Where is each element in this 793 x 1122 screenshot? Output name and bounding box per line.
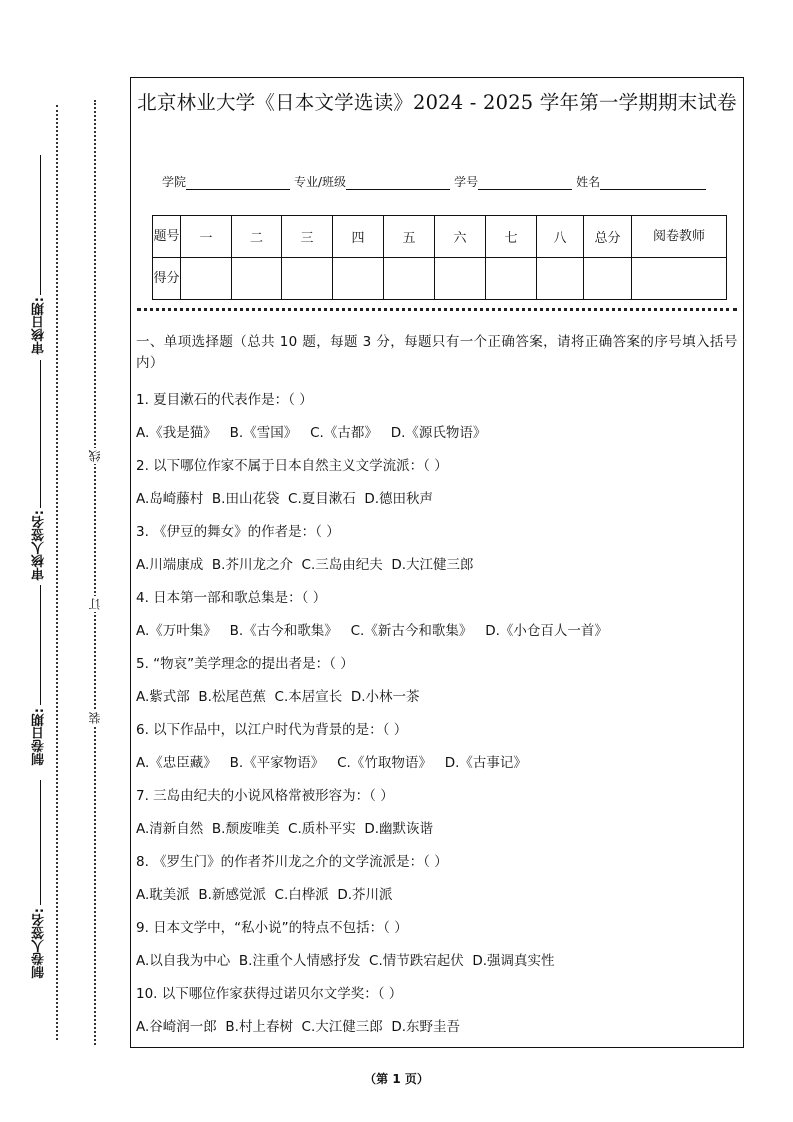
score-cell[interactable]: [282, 258, 333, 300]
option: D.幽默诙谐: [364, 821, 434, 837]
score-cell[interactable]: [486, 258, 537, 300]
option: C.本居宣长: [274, 689, 343, 705]
score-cell[interactable]: [181, 258, 232, 300]
option: D.芥川派: [337, 887, 393, 903]
header-cell: 四: [333, 216, 384, 258]
option: B.松尾芭蕉: [198, 689, 266, 705]
question-7: 7. 三岛由纪夫的小说风格常被形容为：（ ）: [136, 788, 394, 804]
option: D.德田秋声: [364, 491, 434, 507]
option: D.《源氏物语》: [390, 425, 487, 441]
binding-dots-inner: [94, 100, 96, 1045]
reviewer-sign-line: [40, 360, 41, 508]
options-1: [136, 421, 486, 441]
option: C.《新古今和歌集》: [350, 623, 473, 639]
exam-title: 北京林业大学《日本文学选读》2024 - 2025 学年第一学期期末试卷: [137, 91, 737, 114]
options-8: [136, 883, 393, 903]
college-field[interactable]: [186, 175, 290, 190]
college-label: 学院: [162, 175, 187, 189]
question-1: 1. 夏目漱石的代表作是：（ ）: [136, 392, 313, 408]
header-cell: 二: [232, 216, 282, 258]
section-1-intro: 一、单项选择题（总共 10 题，每题 3 分，每题只有一个正确答案，请将正确答案的序号填入括号内）: [136, 334, 738, 371]
exam-date-label: 制卷日期:: [32, 708, 47, 766]
section-separator: [137, 308, 737, 311]
score-cell[interactable]: [537, 258, 584, 300]
student-id-field[interactable]: [478, 175, 572, 190]
header-cell: 总分: [584, 216, 632, 258]
option: C.夏目漱石: [288, 491, 356, 507]
option: B.《平家物语》: [229, 755, 325, 771]
option: C.《古都》: [310, 425, 378, 441]
page-number: （第 1 页）: [364, 1072, 429, 1086]
option: A.耽美派: [136, 887, 190, 903]
option: C.三岛由纪夫: [301, 557, 383, 573]
binding-dots-outer: [56, 105, 58, 1040]
option: B.村上春树: [225, 1019, 293, 1035]
student-id-label: 学号: [454, 175, 479, 189]
score-cell[interactable]: [232, 258, 282, 300]
option: D.强调真实性: [472, 953, 555, 969]
option: D.东野圭吾: [391, 1019, 461, 1035]
question-3: 3. 《伊豆的舞女》的作者是：（ ）: [136, 524, 340, 540]
option: C.情节跌宕起伏: [369, 953, 464, 969]
option: C.《竹取物语》: [337, 755, 432, 771]
header-cell: 三: [282, 216, 333, 258]
option: D.《小仓百人一首》: [485, 623, 608, 639]
option: B.田山花袋: [211, 491, 280, 507]
bind-char-line: 线: [88, 450, 102, 462]
options-4: [136, 619, 608, 639]
score-cell[interactable]: [584, 258, 632, 300]
options-5: [136, 685, 420, 705]
question-5: 5. “物哀”美学理念的提出者是：（ ）: [136, 656, 354, 672]
score-cell[interactable]: [384, 258, 435, 300]
option: A.《忠臣藏》: [136, 755, 217, 771]
name-field[interactable]: [600, 175, 706, 190]
score-cell[interactable]: [435, 258, 486, 300]
option: B.芥川龙之介: [211, 557, 293, 573]
bind-char-ding: 订: [88, 598, 102, 610]
question-2: 2. 以下哪位作家不属于日本自然主义文学流派：（ ）: [136, 458, 448, 474]
major-label: 专业/班级: [294, 175, 347, 189]
question-8: 8. 《罗生门》的作者芥川龙之介的文学流派是：（ ）: [136, 854, 448, 870]
option: A.岛崎藤村: [136, 491, 204, 507]
option: B.颓废唯美: [211, 821, 280, 837]
option: B.《雪国》: [229, 425, 298, 441]
question-10: 10. 以下哪位作家获得过诺贝尔文学奖：（ ）: [136, 986, 403, 1002]
header-cell: 一: [181, 216, 232, 258]
option: A.以自我为中心: [136, 953, 231, 969]
options-3: [136, 553, 474, 573]
option: B.注重个人情感抒发: [238, 953, 361, 969]
option: D.《古事记》: [444, 755, 527, 771]
header-cell: 七: [486, 216, 537, 258]
student-info-row: [162, 173, 710, 190]
score-table: [152, 215, 727, 300]
maker-sign-line: [40, 780, 41, 905]
option: A.川端康成: [136, 557, 204, 573]
option: A.紫式部: [136, 689, 190, 705]
maker-sign-label: 制卷人签名:: [32, 908, 47, 979]
header-cell: 阅卷教师: [632, 216, 727, 258]
header-cell: 六: [435, 216, 486, 258]
reviewer-sign-label: 审核人签名:: [32, 510, 47, 581]
header-cell: 五: [384, 216, 435, 258]
exam-date-line: [40, 585, 41, 705]
options-2: [136, 487, 433, 507]
score-row-label: 得分: [153, 258, 181, 300]
review-date-label: 审核日期:: [32, 297, 47, 355]
options-6: [136, 751, 527, 771]
option: D.小林一茶: [350, 689, 420, 705]
option: A.谷崎润一郎: [136, 1019, 217, 1035]
question-4: 4. 日本第一部和歌总集是：（ ）: [136, 590, 327, 606]
options-10: [136, 1015, 460, 1035]
option: B.《古今和歌集》: [229, 623, 338, 639]
question-9: 9. 日本文学中，“私小说”的特点不包括：（ ）: [136, 920, 408, 936]
bind-char-zhuang: 装: [88, 712, 102, 724]
score-cell[interactable]: [333, 258, 384, 300]
option: B.新感觉派: [198, 887, 266, 903]
question-6: 6. 以下作品中，以江户时代为背景的是：（ ）: [136, 722, 408, 738]
options-7: [136, 817, 433, 837]
name-label: 姓名: [576, 175, 601, 189]
option: A.清新自然: [136, 821, 204, 837]
option: A.《我是猫》: [136, 425, 217, 441]
major-field[interactable]: [346, 175, 450, 190]
review-date-line: [40, 155, 41, 295]
option: C.大江健三郎: [301, 1019, 383, 1035]
option: D.大江健三郎: [391, 557, 474, 573]
options-9: [136, 949, 555, 969]
option: C.白桦派: [274, 887, 329, 903]
option: C.质朴平实: [288, 821, 356, 837]
score-cell[interactable]: [632, 258, 727, 300]
option: A.《万叶集》: [136, 623, 217, 639]
header-cell: 八: [537, 216, 584, 258]
header-cell: 题号: [153, 216, 181, 258]
